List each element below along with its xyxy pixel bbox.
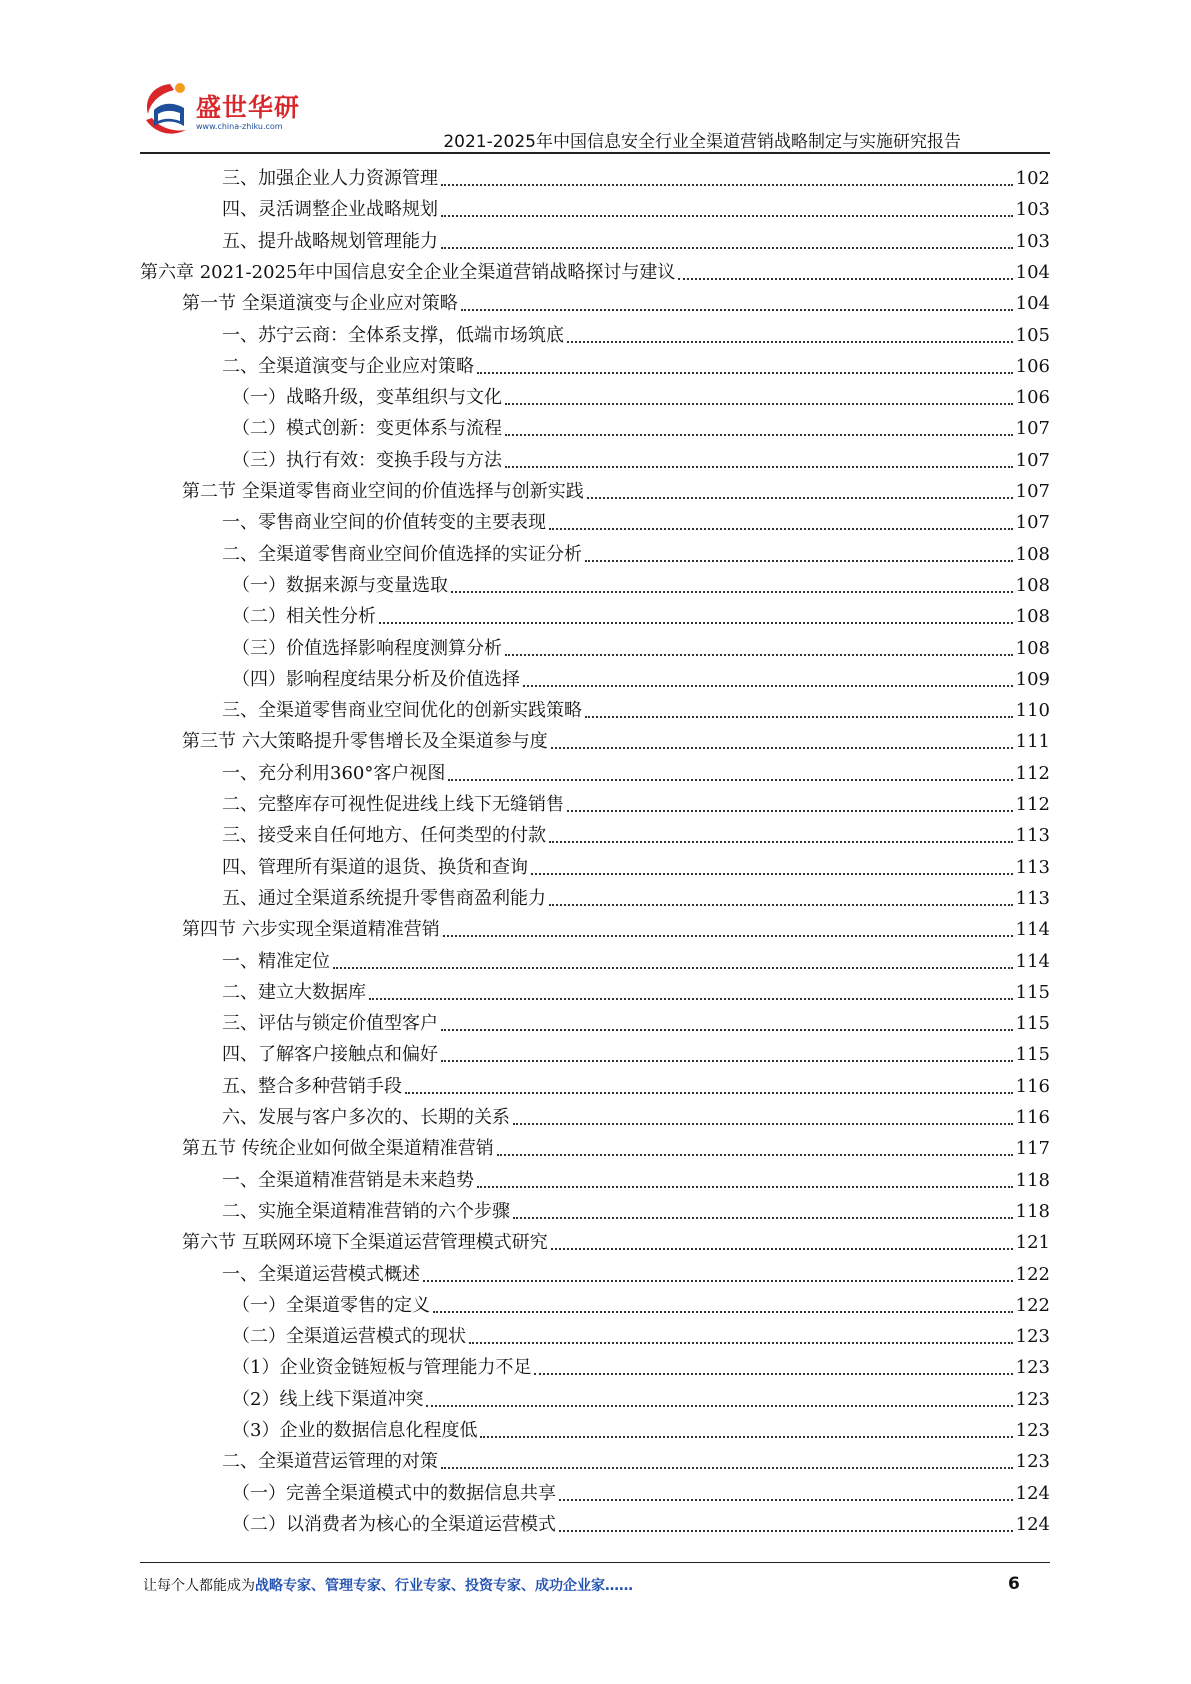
toc-entry-label: 五、提升战略规划管理能力 xyxy=(222,230,438,252)
toc-leader-dots xyxy=(369,998,1013,1000)
toc-entry[interactable] xyxy=(232,1475,1050,1506)
toc-entry[interactable] xyxy=(232,1381,1050,1412)
toc-leader-dots xyxy=(549,841,1013,843)
toc-entry-label: 一、精准定位 xyxy=(222,950,330,972)
toc-entry-label: （二）相关性分析 xyxy=(232,606,376,628)
toc-entry[interactable] xyxy=(222,317,1050,348)
toc-entry[interactable] xyxy=(222,160,1050,191)
toc-entry-label: （一）战略升级，变革组织与文化 xyxy=(232,387,502,409)
toc-entry-page: 121 xyxy=(1015,1232,1050,1254)
toc-entry[interactable] xyxy=(182,285,1050,316)
report-title: 2021-2025年中国信息安全行业全渠道营销战略制定与实施研究报告 xyxy=(443,132,961,152)
toc-leader-dots xyxy=(534,1373,1012,1375)
toc-leader-dots xyxy=(433,1311,1013,1313)
toc-entry[interactable] xyxy=(222,1005,1050,1036)
toc-entry-page: 103 xyxy=(1015,199,1050,221)
toc-entry[interactable] xyxy=(182,723,1050,754)
toc-entry-label: 一、全渠道精准营销是未来趋势 xyxy=(222,1169,474,1191)
toc-entry-page: 113 xyxy=(1015,825,1050,847)
toc-entry[interactable] xyxy=(232,1287,1050,1318)
toc-leader-dots xyxy=(505,403,1013,405)
toc-entry-label: 第四节 六步实现全渠道精准营销 xyxy=(182,919,440,941)
toc-entry[interactable] xyxy=(222,1099,1050,1130)
slogan-prefix: 让每个人都能成为 xyxy=(143,1578,255,1594)
toc-entry[interactable] xyxy=(232,410,1050,441)
toc-entry-page: 113 xyxy=(1015,856,1050,878)
toc-leader-dots xyxy=(585,560,1013,562)
toc-entry[interactable] xyxy=(222,191,1050,222)
toc-entry-label: （三）执行有效：变换手段与方法 xyxy=(232,449,502,471)
toc-leader-dots xyxy=(505,434,1013,436)
toc-entry-page: 107 xyxy=(1015,512,1050,534)
toc-entry[interactable] xyxy=(222,536,1050,567)
toc-entry-page: 113 xyxy=(1015,887,1050,909)
toc-leader-dots xyxy=(405,1092,1013,1094)
toc-entry-label: （二）以消费者为核心的全渠道运营模式 xyxy=(232,1513,556,1535)
toc-entry-label: 三、加强企业人力资源管理 xyxy=(222,168,438,189)
toc-entry-label: （3）企业的数据信息化程度低 xyxy=(232,1420,478,1441)
toc-entry-label: 四、管理所有渠道的退货、换货和查询 xyxy=(222,856,528,878)
toc-entry-page: 112 xyxy=(1015,762,1050,784)
toc-entry-page: 117 xyxy=(1015,1138,1050,1160)
toc-entry-page: 114 xyxy=(1015,950,1050,972)
toc-entry-label: 二、完整库存可视性促进线上线下无缝销售 xyxy=(222,794,564,815)
toc-leader-dots xyxy=(441,184,1013,186)
toc-leader-dots xyxy=(451,591,1013,593)
toc-leader-dots xyxy=(423,1280,1013,1282)
toc-entry-label: （四）影响程度结果分析及价值选择 xyxy=(232,668,520,690)
toc-entry-label: 四、灵活调整企业战略规划 xyxy=(222,199,438,221)
toc-entry[interactable] xyxy=(222,692,1050,723)
toc-entry-page: 122 xyxy=(1015,1263,1050,1285)
toc-leader-dots xyxy=(441,1467,1013,1469)
toc-entry-label: 第一节 全渠道演变与企业应对策略 xyxy=(182,293,458,315)
toc-entry[interactable] xyxy=(222,1193,1050,1224)
toc-entry[interactable] xyxy=(232,598,1050,629)
toc-entry[interactable] xyxy=(222,1068,1050,1099)
toc-entry-label: 第六节 互联网环境下全渠道运营管理模式研究 xyxy=(182,1232,548,1254)
toc-entry[interactable] xyxy=(222,1162,1050,1193)
page-number: 6 xyxy=(1008,1574,1020,1594)
toc-entry-page: 103 xyxy=(1015,230,1050,252)
toc-entry-page: 116 xyxy=(1015,1075,1050,1097)
toc-leader-dots xyxy=(441,215,1013,217)
toc-entry[interactable] xyxy=(222,849,1050,880)
toc-entry-page: 115 xyxy=(1015,1044,1050,1066)
toc-leader-dots xyxy=(551,1248,1013,1250)
toc-leader-dots xyxy=(333,967,1013,969)
toc-entry-label: 二、建立大数据库 xyxy=(222,981,366,1003)
toc-entry-label: 三、全渠道零售商业空间优化的创新实践策略 xyxy=(222,700,582,722)
toc-entry[interactable] xyxy=(222,755,1050,786)
toc-entry-page: 116 xyxy=(1015,1107,1050,1128)
slogan-highlight: 战略专家、管理专家、行业专家、投资专家、成功企业家…… xyxy=(255,1578,633,1594)
logo-swoosh-icon xyxy=(140,80,196,142)
toc-entry[interactable] xyxy=(140,254,1050,285)
toc-entry-page: 123 xyxy=(1015,1326,1050,1348)
toc-leader-dots xyxy=(469,1342,1013,1344)
toc-entry-label: （1）企业资金链短板与管理能力不足 xyxy=(232,1357,532,1379)
toc-entry-label: 第五节 传统企业如何做全渠道精准营销 xyxy=(182,1138,494,1160)
toc-entry[interactable] xyxy=(222,1036,1050,1067)
toc-entry-page: 115 xyxy=(1015,981,1050,1003)
toc-entry-page: 102 xyxy=(1015,168,1050,189)
toc-entry[interactable] xyxy=(222,223,1050,254)
toc-entry[interactable] xyxy=(232,1349,1050,1380)
toc-entry-label: 第二节 全渠道零售商业空间的价值选择与创新实践 xyxy=(182,481,584,502)
toc-leader-dots xyxy=(513,1123,1013,1125)
toc-leader-dots xyxy=(441,247,1013,249)
toc-leader-dots xyxy=(549,528,1013,530)
toc-entry-page: 106 xyxy=(1015,387,1050,409)
toc-leader-dots xyxy=(441,1029,1013,1031)
logo-url: www.china-zhiku.com xyxy=(196,122,283,131)
toc-entry[interactable] xyxy=(232,379,1050,410)
toc-entry-label: （二）全渠道运营模式的现状 xyxy=(232,1326,466,1348)
toc-entry[interactable] xyxy=(232,661,1050,692)
toc-entry-label: 三、接受来自任何地方、任何类型的付款 xyxy=(222,825,546,847)
toc-entry-page: 111 xyxy=(1015,731,1050,753)
toc-entry[interactable] xyxy=(182,1224,1050,1255)
toc-entry[interactable] xyxy=(222,1443,1050,1474)
toc-entry-page: 108 xyxy=(1015,574,1050,596)
toc-entry-page: 108 xyxy=(1015,637,1050,659)
toc-leader-dots xyxy=(531,873,1013,875)
toc-entry-page: 110 xyxy=(1015,700,1050,722)
toc-leader-dots xyxy=(497,1154,1013,1156)
toc-leader-dots xyxy=(513,1217,1013,1219)
toc-entry[interactable] xyxy=(232,1506,1050,1537)
toc-entry-label: 第三节 六大策略提升零售增长及全渠道参与度 xyxy=(182,731,548,753)
toc-entry-page: 108 xyxy=(1015,543,1050,565)
toc-entry[interactable] xyxy=(182,911,1050,942)
footer-divider xyxy=(140,1562,1050,1563)
toc-entry-label: 二、全渠道零售商业空间价值选择的实证分析 xyxy=(222,543,582,565)
toc-leader-dots xyxy=(426,1405,1012,1407)
toc-leader-dots xyxy=(559,1499,1013,1501)
toc-entry-page: 107 xyxy=(1015,449,1050,471)
toc-entry[interactable] xyxy=(232,442,1050,473)
toc-leader-dots xyxy=(443,935,1013,937)
toc-entry[interactable] xyxy=(232,1412,1050,1443)
toc-entry-label: 四、了解客户接触点和偏好 xyxy=(222,1044,438,1066)
toc-entry-label: 六、发展与客户多次的、长期的关系 xyxy=(222,1107,510,1128)
toc-entry-page: 107 xyxy=(1015,481,1050,502)
toc-entry-label: （一）数据来源与变量选取 xyxy=(232,574,448,596)
logo-text: 盛世华研 xyxy=(196,93,301,122)
toc-entry-page: 123 xyxy=(1015,1451,1050,1473)
toc-entry-page: 123 xyxy=(1015,1388,1050,1410)
toc-entry[interactable] xyxy=(222,348,1050,379)
toc-leader-dots xyxy=(505,654,1013,656)
toc-leader-dots xyxy=(567,810,1013,812)
toc-leader-dots xyxy=(559,1530,1013,1532)
toc-entry-page: 122 xyxy=(1015,1294,1050,1316)
toc-entry-label: 一、充分利用360°客户视图 xyxy=(222,762,446,784)
toc-entry-page: 118 xyxy=(1015,1200,1050,1222)
toc-entry-page: 123 xyxy=(1015,1420,1050,1441)
toc-leader-dots xyxy=(587,497,1013,499)
toc-entry-page: 124 xyxy=(1015,1513,1050,1535)
header-divider xyxy=(140,152,1050,154)
toc-entry-page: 104 xyxy=(1015,293,1050,315)
toc-leader-dots xyxy=(441,1060,1013,1062)
toc-entry-page: 114 xyxy=(1015,919,1050,941)
toc-leader-dots xyxy=(477,372,1013,374)
toc-entry-label: （二）模式创新：变更体系与流程 xyxy=(232,418,502,440)
toc-entry[interactable] xyxy=(222,786,1050,817)
toc-entry-label: （一）全渠道零售的定义 xyxy=(232,1294,430,1316)
toc-entry-page: 107 xyxy=(1015,418,1050,440)
toc-entry[interactable] xyxy=(232,567,1050,598)
toc-entry[interactable] xyxy=(182,1130,1050,1161)
toc-entry[interactable] xyxy=(182,473,1050,504)
toc-leader-dots xyxy=(567,341,1013,343)
toc-entry-label: （三）价值选择影响程度测算分析 xyxy=(232,637,502,659)
toc-leader-dots xyxy=(549,904,1013,906)
toc-entry-page: 115 xyxy=(1015,1013,1050,1035)
toc-leader-dots xyxy=(505,466,1013,468)
toc-entry-page: 105 xyxy=(1015,324,1050,346)
toc-entry-label: 五、整合多种营销手段 xyxy=(222,1075,402,1097)
toc-leader-dots xyxy=(551,747,1013,749)
toc-entry-page: 124 xyxy=(1015,1482,1050,1504)
toc-entry-label: 一、零售商业空间的价值转变的主要表现 xyxy=(222,512,546,534)
toc-entry[interactable] xyxy=(222,504,1050,535)
toc-entry-page: 109 xyxy=(1015,668,1050,690)
toc-entry-label: 二、实施全渠道精准营销的六个步骤 xyxy=(222,1200,510,1222)
toc-entry[interactable] xyxy=(222,880,1050,911)
toc-leader-dots xyxy=(477,1186,1013,1188)
toc-entry[interactable] xyxy=(232,630,1050,661)
toc-entry-page: 106 xyxy=(1015,355,1050,377)
toc-leader-dots xyxy=(480,1436,1012,1438)
toc-leader-dots xyxy=(585,716,1013,718)
company-logo xyxy=(140,80,320,150)
toc-entry-page: 123 xyxy=(1015,1357,1050,1379)
toc-entry[interactable] xyxy=(232,1318,1050,1349)
toc-entry-label: 二、全渠道营运管理的对策 xyxy=(222,1451,438,1473)
toc-entry-page: 118 xyxy=(1015,1169,1050,1191)
toc-entry[interactable] xyxy=(222,974,1050,1005)
toc-entry-page: 104 xyxy=(1015,261,1050,283)
footer-slogan xyxy=(143,1575,633,1595)
toc-leader-dots xyxy=(523,685,1013,687)
toc-entry-label: 一、苏宁云商：全体系支撑，低端市场筑底 xyxy=(222,324,564,346)
toc-entry-label: 一、全渠道运营模式概述 xyxy=(222,1263,420,1285)
toc-leader-dots xyxy=(379,622,1013,624)
toc-entry-label: 第六章 2021-2025年中国信息安全企业全渠道营销战略探讨与建议 xyxy=(140,261,676,283)
page-header xyxy=(0,0,1191,160)
toc-entry-label: 五、通过全渠道系统提升零售商盈利能力 xyxy=(222,887,546,909)
toc-entry-page: 108 xyxy=(1015,606,1050,628)
toc-entry[interactable] xyxy=(222,1256,1050,1287)
toc-entry-label: 二、全渠道演变与企业应对策略 xyxy=(222,355,474,377)
toc-entry-label: （一）完善全渠道模式中的数据信息共享 xyxy=(232,1482,556,1504)
toc-entry[interactable] xyxy=(222,817,1050,848)
toc-leader-dots xyxy=(461,309,1013,311)
toc-leader-dots xyxy=(448,779,1012,781)
toc-entry-label: 三、评估与锁定价值型客户 xyxy=(222,1013,438,1035)
toc-leader-dots xyxy=(678,278,1012,280)
toc-entry[interactable] xyxy=(222,943,1050,974)
toc-entry-label: （2）线上线下渠道冲突 xyxy=(232,1388,424,1410)
toc-entry-page: 112 xyxy=(1015,794,1050,815)
